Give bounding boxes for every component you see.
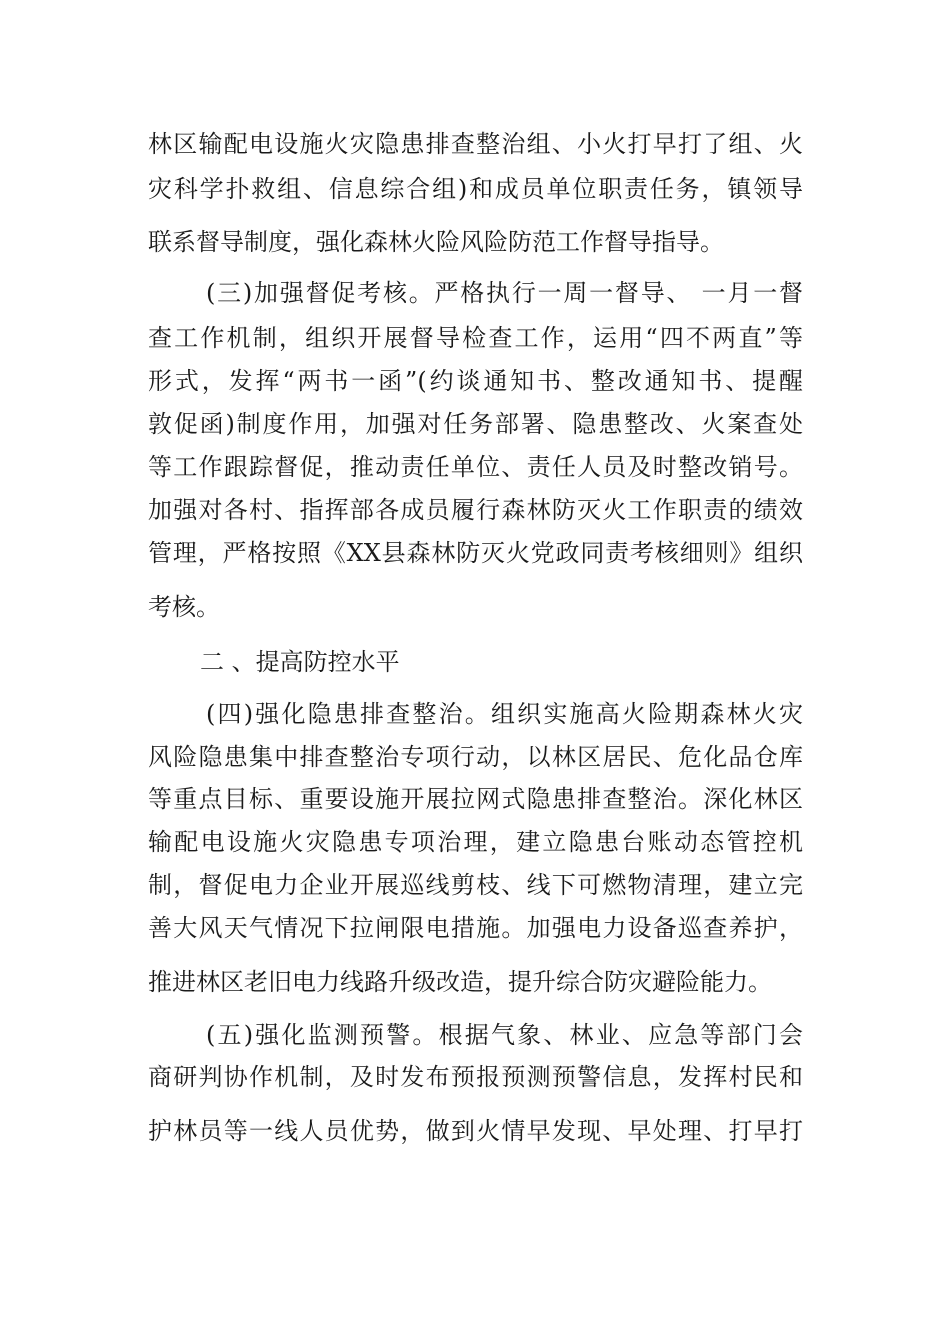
text-line: 查工作机制，组织开展督导检查工作，运用“四不两直”等 bbox=[148, 324, 803, 352]
text-line: 联系督导制度，强化森林火险风险防范工作督导指导。 bbox=[148, 228, 724, 256]
text-line: 管理，严格按照《XX县森林防灭火党政同责考核细则》组织 bbox=[148, 539, 803, 567]
text-line: 推进林区老旧电力线路升级改造，提升综合防灾避险能力。 bbox=[148, 968, 772, 996]
text-line: 加强对各村、指挥部各成员履行森林防灭火工作职责的绩效 bbox=[148, 496, 803, 524]
text-line: 灾科学扑救组、信息综合组)和成员单位职责任务，镇领导 bbox=[148, 175, 803, 203]
text-line: 善大风天气情况下拉闸限电措施。加强电力设备巡查养护， bbox=[148, 914, 803, 942]
text-line: 等重点目标、重要设施开展拉网式隐患排查整治。深化林区 bbox=[148, 785, 803, 813]
text-line: 等工作跟踪督促，推动责任单位、责任人员及时整改销号。 bbox=[148, 453, 803, 481]
text-line: 商研判协作机制，及时发布预报预测预警信息，发挥村民和 bbox=[148, 1063, 803, 1091]
text-line: 制，督促电力企业开展巡线剪枝、线下可燃物清理，建立完 bbox=[148, 871, 803, 899]
text-line: 风险隐患集中排查整治专项行动，以林区居民、危化品仓库 bbox=[148, 743, 803, 771]
section-heading: 二 、提高防控水平 bbox=[200, 648, 400, 676]
text-line: 形式，发挥“两书一函”(约谈通知书、整改通知书、提醒 bbox=[148, 367, 803, 395]
text-line: 输配电设施火灾隐患专项治理，建立隐患台账动态管控机 bbox=[148, 828, 803, 856]
text-line: 敦促函)制度作用，加强对任务部署、隐患整改、火案查处 bbox=[148, 410, 803, 438]
paragraph-start-line: (三)加强督促考核。严格执行一周一督导、 一月一督 bbox=[206, 279, 803, 307]
paragraph-start-line: (五)强化监测预警。根据气象、林业、应急等部门会 bbox=[206, 1021, 803, 1049]
text-line: 林区输配电设施火灾隐患排查整治组、小火打早打了组、火 bbox=[148, 130, 803, 158]
text-line: 护林员等一线人员优势，做到火情早发现、早处理、打早打 bbox=[148, 1117, 803, 1145]
text-line: 考核。 bbox=[148, 593, 220, 621]
paragraph-start-line: (四)强化隐患排查整治。组织实施高火险期森林火灾 bbox=[206, 700, 803, 728]
